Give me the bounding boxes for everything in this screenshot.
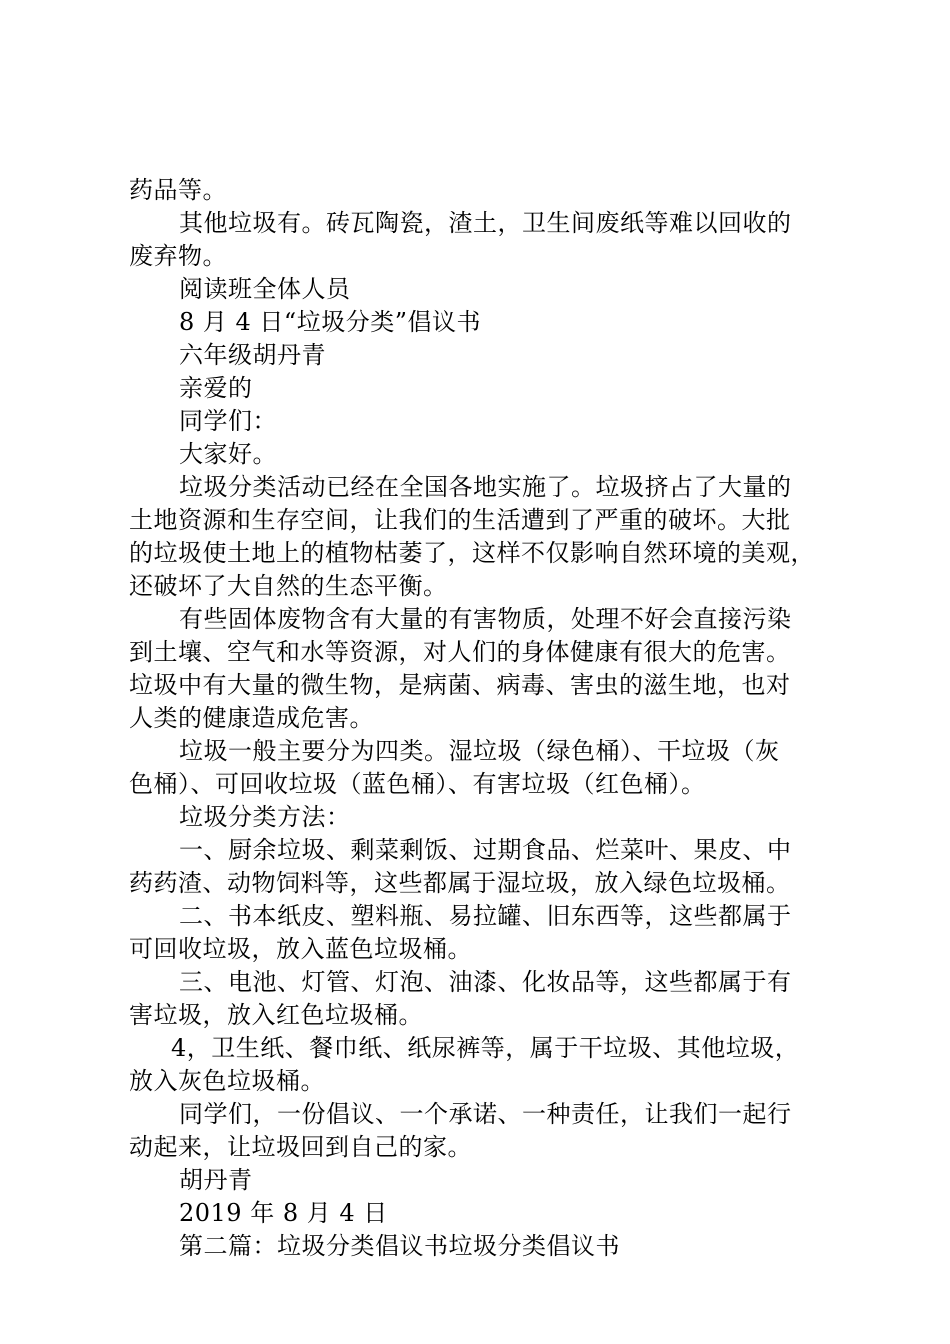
text-line: 人类的健康造成危害。 <box>129 704 374 732</box>
text-line: 药品等。 <box>129 176 227 204</box>
text-line: 可回收垃圾，放入蓝色垃圾桶。 <box>129 935 472 963</box>
text-line: 药药渣、动物饲料等，这些都属于湿垃圾，放入绿色垃圾桶。 <box>129 869 791 897</box>
text-line: 垃圾中有大量的微生物，是病菌、病毒、害虫的滋生地，也对 <box>129 671 791 699</box>
text-line: 三、电池、灯管、灯泡、油漆、化妆品等，这些都属于有 <box>179 968 792 996</box>
text-line: 二、书本纸皮、塑料瓶、易拉罐、旧东西等，这些都属于 <box>179 902 792 930</box>
text-line: 4，卫生纸、餐巾纸、纸尿裤等，属于干垃圾、其他垃圾， <box>171 1034 800 1062</box>
text-line: 其他垃圾有。砖瓦陶瓷，渣土，卫生间废纸等难以回收的 <box>179 209 792 237</box>
text-line: 废弃物。 <box>129 242 227 270</box>
text-line: 放入灰色垃圾桶。 <box>129 1067 325 1095</box>
text-line: 阅读班全体人员 <box>179 275 351 303</box>
document-body <box>129 174 834 1263</box>
text-line: 8 月 4 日“垃圾分类”倡议书 <box>179 308 481 336</box>
text-line: 土地资源和生存空间，让我们的生活遭到了严重的破坏。大批 <box>129 506 791 534</box>
text-line: 大家好。 <box>179 440 277 468</box>
text-line: 一、厨余垃圾、剩菜剩饭、过期食品、烂菜叶、果皮、中 <box>179 836 792 864</box>
text-line: 到土壤、空气和水等资源，对人们的身体健康有很大的危害。 <box>129 638 791 666</box>
text-line: 垃圾分类方法： <box>179 803 351 831</box>
text-line: 有些固体废物含有大量的有害物质，处理不好会直接污染 <box>179 605 792 633</box>
text-line: 垃圾分类活动已经在全国各地实施了。垃圾挤占了大量的 <box>179 473 792 501</box>
text-line: 的垃圾使土地上的植物枯萎了，这样不仅影响自然环境的美观， <box>129 539 815 567</box>
text-line: 动起来，让垃圾回到自己的家。 <box>129 1133 472 1161</box>
text-line: 色桶）、可回收垃圾（蓝色桶）、有害垃圾（红色桶）。 <box>129 770 706 798</box>
text-line: 害垃圾，放入红色垃圾桶。 <box>129 1001 423 1029</box>
text-line: 六年级胡丹青 <box>179 341 326 369</box>
section-heading: 第二篇：垃圾分类倡议书垃圾分类倡议书 <box>179 1232 620 1260</box>
text-line: 同学们，一份倡议、一个承诺、一种责任，让我们一起行 <box>179 1100 792 1128</box>
text-line: 同学们： <box>179 407 277 435</box>
text-line: 垃圾一般主要分为四类。湿垃圾（绿色桶）、干垃圾（灰 <box>179 737 780 765</box>
text-line: 还破坏了大自然的生态平衡。 <box>129 572 448 600</box>
text-line: 亲爱的 <box>179 374 253 402</box>
signature-name: 胡丹青 <box>179 1166 253 1194</box>
signature-date: 2019 年 8 月 4 日 <box>179 1199 388 1227</box>
